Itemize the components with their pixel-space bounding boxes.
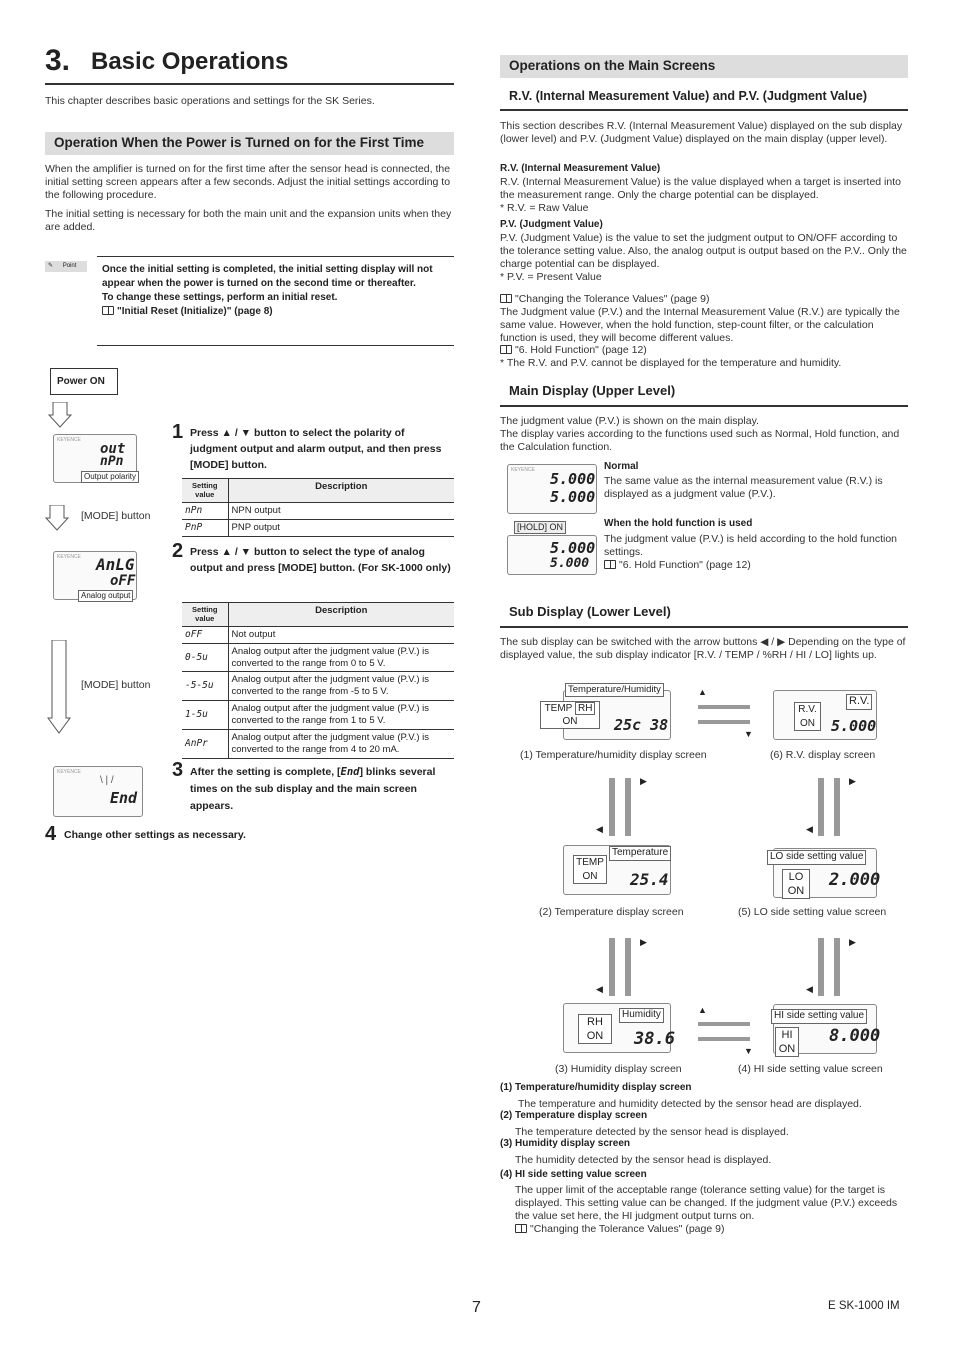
indicator-rh: RH ON bbox=[578, 1014, 612, 1044]
left-arrow-icon bbox=[698, 1037, 750, 1041]
book-icon bbox=[500, 345, 512, 354]
down-arrow-icon bbox=[48, 402, 72, 428]
right-arrow-icon bbox=[698, 1022, 750, 1026]
pencil-icon: ✎ bbox=[48, 263, 54, 269]
down-triangle-icon: ▼ bbox=[744, 1046, 753, 1056]
book-icon bbox=[515, 1224, 527, 1233]
down-arrow-icon bbox=[45, 505, 69, 531]
down-arrow-icon bbox=[625, 778, 631, 836]
step-3-text: After the setting is complete, [End] blinks several times on the sub display and the main screen appears. bbox=[190, 766, 436, 812]
mode-button-label-1: [MODE] button bbox=[81, 510, 151, 522]
right-triangle-icon: ▶ bbox=[640, 937, 647, 947]
page-title: Basic Operations bbox=[91, 48, 289, 75]
rv-intro: This section describes R.V. (Internal Measurement Value) displayed on the sub display (lower level) and P.V. (Judgment Value) displayed on the main display (upper level). bbox=[500, 120, 903, 146]
step-1-number: 1 bbox=[172, 421, 184, 443]
indicator-rv: R.V. ON bbox=[794, 702, 821, 731]
table-row: nPn NPN output bbox=[182, 502, 454, 519]
rv-heading: R.V. (Internal Measurement Value) bbox=[500, 163, 661, 174]
title-rule bbox=[45, 83, 454, 85]
book-icon bbox=[102, 306, 114, 315]
caption-screen-1: (1) Temperature/humidity display screen bbox=[520, 749, 707, 761]
step-3-number: 3 bbox=[172, 759, 184, 781]
tag-hi-side: HI side setting value bbox=[771, 1009, 867, 1024]
right-arrow-icon bbox=[698, 705, 750, 709]
def-2-heading: (2) Temperature display screen bbox=[500, 1110, 648, 1121]
def-3-heading: (3) Humidity display screen bbox=[500, 1138, 631, 1149]
tag-output-polarity: Output polarity bbox=[81, 471, 139, 483]
step-4-number: 4 bbox=[45, 823, 57, 845]
table-row: PnP PNP output bbox=[182, 519, 454, 536]
intro-text: This chapter describes basic operations and settings for the SK Series. bbox=[45, 95, 375, 107]
long-down-arrow-icon bbox=[47, 640, 71, 734]
left-triangle-icon: ◀ bbox=[806, 984, 813, 994]
tag-humidity: Humidity bbox=[619, 1008, 664, 1023]
caption-screen-6: (6) R.V. display screen bbox=[770, 749, 876, 761]
right-triangle-icon: ▶ bbox=[849, 937, 856, 947]
ref-hold: "6. Hold Function" (page 12) bbox=[500, 344, 647, 357]
diff-paragraph: The Judgment value (P.V.) and the Internal Measurement Value (R.V.) are typically the same value. However, when the hold function, step-count filter, or the calculation function is used, they will become different values. bbox=[500, 306, 900, 345]
table-row: -5-5u Analog output after the judgment value (P.V.) is converted to the range from -5 to 5 V. bbox=[182, 672, 454, 701]
power-on-box: Power ON bbox=[50, 368, 118, 395]
caption-screen-3: (3) Humidity display screen bbox=[555, 1063, 682, 1075]
lcd-screen-5: 2.000 bbox=[773, 848, 877, 898]
point-top-rule bbox=[97, 256, 454, 257]
page-number: 7 bbox=[472, 1299, 481, 1316]
lcd-screen-3: 38.6 bbox=[563, 1003, 671, 1053]
sub-display-rule bbox=[500, 626, 908, 628]
lcd-end: KEYENCE End \ | / bbox=[53, 766, 143, 817]
rv-note: * R.V. = Raw Value bbox=[500, 202, 589, 214]
lcd-analog-output: KEYENCE AnLG oFF bbox=[53, 551, 137, 600]
tag-temperature: Temperature bbox=[609, 846, 671, 861]
book-icon bbox=[604, 560, 616, 569]
ref-tolerance: "Changing the Tolerance Values" (page 9) bbox=[500, 293, 709, 306]
caption-screen-2: (2) Temperature display screen bbox=[539, 906, 684, 918]
right-triangle-icon: ▶ bbox=[849, 776, 856, 786]
main-display-p1: The judgment value (P.V.) is shown on the main display. bbox=[500, 415, 759, 427]
left-triangle-icon: ◀ bbox=[596, 984, 603, 994]
point-note: Once the initial setting is completed, the initial setting display will not appear when the power is turned on the second time or thereafter. To change these settings, perform an initial reset. "Initial Reset (Initialize)" (page 8) bbox=[102, 264, 433, 317]
left-triangle-icon: ◀ bbox=[806, 824, 813, 834]
hold-ref: "6. Hold Function" (page 12) bbox=[604, 559, 751, 572]
table-row: 0-5u Analog output after the judgment value (P.V.) is converted to the range from 0 to 5 V. bbox=[182, 643, 454, 672]
table-row: AnPr Analog output after the judgment value (P.V.) is converted to the range from 4 to 20 mA. bbox=[182, 729, 454, 758]
def-2-text: The temperature detected by the sensor head is displayed. bbox=[515, 1126, 789, 1138]
step-2-number: 2 bbox=[172, 540, 184, 562]
first-time-paragraph-2: The initial setting is necessary for both the main unit and the expansion units when they are added. bbox=[45, 208, 452, 234]
sub-display-paragraph: The sub display can be switched with the arrow buttons ◀ / ▶ Depending on the type of displayed value, the sub display indicator [R.V. / TEMP / %RH / HI / LO] lights up. bbox=[500, 636, 906, 662]
step-4-text: Change other settings as necessary. bbox=[64, 829, 246, 841]
caption-screen-5: (5) LO side setting value screen bbox=[738, 906, 887, 918]
up-arrow-icon bbox=[609, 938, 615, 996]
pv-heading: P.V. (Judgment Value) bbox=[500, 219, 603, 230]
up-triangle-icon: ▲ bbox=[698, 687, 707, 697]
tag-rv: R.V. bbox=[846, 694, 872, 710]
lcd-normal: KEYENCE 5.000 5.000 bbox=[507, 464, 597, 514]
hold-paragraph: The judgment value (P.V.) is held according to the hold function settings. bbox=[604, 533, 898, 559]
hold-heading: When the hold function is used bbox=[604, 518, 753, 529]
mode-button-label-2: [MODE] button bbox=[81, 679, 151, 691]
up-arrow-icon bbox=[818, 778, 824, 836]
doc-id: E SK-1000 IM bbox=[828, 1300, 900, 1312]
indicator-hi: HI ON bbox=[775, 1027, 799, 1057]
def-1-heading: (1) Temperature/humidity display screen bbox=[500, 1082, 692, 1093]
table-output-polarity: Setting value Description nPn NPN output PnP PNP output bbox=[182, 478, 454, 537]
rv-paragraph: R.V. (Internal Measurement Value) is the value displayed when a target is inserted into the measurement range. Only the charge potential can be displayed. bbox=[500, 176, 901, 202]
step-2-text: Press ▲ / ▼ button to select the type of analog output and press [MODE] button. (For SK-1000 only) bbox=[190, 546, 451, 574]
tag-lo-side: LO side setting value bbox=[767, 850, 866, 865]
def-4-text: The upper limit of the acceptable range (tolerance setting value) for the target is displayed. This setting value can be changed. If the judgment value (P.V.) exceeds the value set here, the HI judgment output turns on. bbox=[515, 1184, 898, 1223]
caption-screen-4: (4) HI side setting value screen bbox=[738, 1063, 883, 1075]
up-arrow-icon bbox=[818, 938, 824, 996]
rv-pv-title: R.V. (Internal Measurement Value) and P.V. (Judgment Value) bbox=[509, 89, 867, 103]
temp-note: * The R.V. and P.V. cannot be displayed for the temperature and humidity. bbox=[500, 357, 842, 369]
lcd-hold: 5.000 5.000 bbox=[507, 535, 597, 575]
lcd-screen-1: 25c 38 bbox=[563, 690, 671, 740]
point-bottom-rule bbox=[97, 345, 454, 346]
def-3-text: The humidity detected by the sensor head is displayed. bbox=[515, 1154, 772, 1166]
section-title-first-time: Operation When the Power is Turned on for the First Time bbox=[45, 132, 454, 155]
section-title-main-screens: Operations on the Main Screens bbox=[500, 55, 908, 78]
rv-pv-rule bbox=[500, 109, 908, 111]
down-triangle-icon: ▼ bbox=[744, 729, 753, 739]
main-display-rule bbox=[500, 405, 908, 407]
pv-note: * P.V. = Present Value bbox=[500, 271, 602, 283]
down-arrow-icon bbox=[625, 938, 631, 996]
def-4-ref: "Changing the Tolerance Values" (page 9) bbox=[515, 1223, 724, 1236]
blink-icon: \ | / bbox=[100, 775, 114, 786]
lcd-screen-6: 5.000 bbox=[773, 690, 877, 740]
main-display-title: Main Display (Upper Level) bbox=[509, 383, 676, 398]
right-triangle-icon: ▶ bbox=[640, 776, 647, 786]
lcd-screen-4: 8.000 bbox=[773, 1004, 877, 1054]
def-1-text: The temperature and humidity detected by the sensor head are displayed. bbox=[518, 1098, 862, 1110]
normal-paragraph: The same value as the internal measurement value (R.V.) is displayed as a judgment value (P.V.). bbox=[604, 475, 883, 501]
left-triangle-icon: ◀ bbox=[596, 824, 603, 834]
point-badge: ✎ Point bbox=[45, 261, 87, 272]
tag-analog-output: Analog output bbox=[78, 590, 133, 602]
indicator-lo: LO ON bbox=[782, 869, 810, 899]
left-arrow-icon bbox=[698, 720, 750, 724]
step-1-text: Press ▲ / ▼ button to select the polarity of judgment output and alarm output, and then press [MODE] button. bbox=[190, 427, 442, 471]
tag-temp-humidity: Temperature/Humidity bbox=[565, 683, 664, 697]
book-icon bbox=[500, 294, 512, 303]
main-display-p2: The display varies according to the functions used such as Normal, Hold function, and the Calculation function. bbox=[500, 428, 900, 454]
down-arrow-icon bbox=[834, 778, 840, 836]
sub-display-title: Sub Display (Lower Level) bbox=[509, 604, 671, 619]
normal-heading: Normal bbox=[604, 461, 639, 472]
def-4-heading: (4) HI side setting value screen bbox=[500, 1169, 647, 1180]
table-row: oFF Not output bbox=[182, 626, 454, 643]
up-arrow-icon bbox=[609, 778, 615, 836]
table-row: 1-5u Analog output after the judgment value (P.V.) is converted to the range from 1 to 5 V. bbox=[182, 701, 454, 730]
first-time-paragraph: When the amplifier is turned on for the first time after the sensor head is connected, the initial setting screen appears after a few seconds. Adjust the initial settings according to the following procedure. bbox=[45, 163, 451, 202]
lcd-screen-2: 25.4 bbox=[563, 845, 671, 895]
indicator-temp-rh: TEMP RH ON bbox=[540, 701, 600, 729]
pv-paragraph: P.V. (Judgment Value) is the value to set the judgment output to ON/OFF according to the tolerance setting value. Also, the analog output is output based on the P.V.. Only the charge potential can be displayed. bbox=[500, 232, 907, 271]
down-arrow-icon bbox=[834, 938, 840, 996]
tag-hold-on: [HOLD] ON bbox=[514, 521, 566, 534]
chapter-number: 3. bbox=[45, 44, 71, 77]
up-triangle-icon: ▲ bbox=[698, 1005, 707, 1015]
lcd-output-polarity: KEYENCE out nPn bbox=[53, 434, 137, 483]
indicator-temp: TEMP ON bbox=[573, 855, 607, 884]
table-analog-output: Setting value Description oFF Not output 0-5u Analog output after the judgment value (P.V.) is converted to the range from 0 to 5 V. -5-5u Analog output after the judgment value (P.V.) is converted to the range from -5 to 5 V. 1-5u Analog output after the judgment value (P.V.) is converted to the range from 1 to 5 V. AnPr Analog output after the judgment value (P.V.) is converted to the range from 4 to 20 mA. bbox=[182, 602, 454, 759]
